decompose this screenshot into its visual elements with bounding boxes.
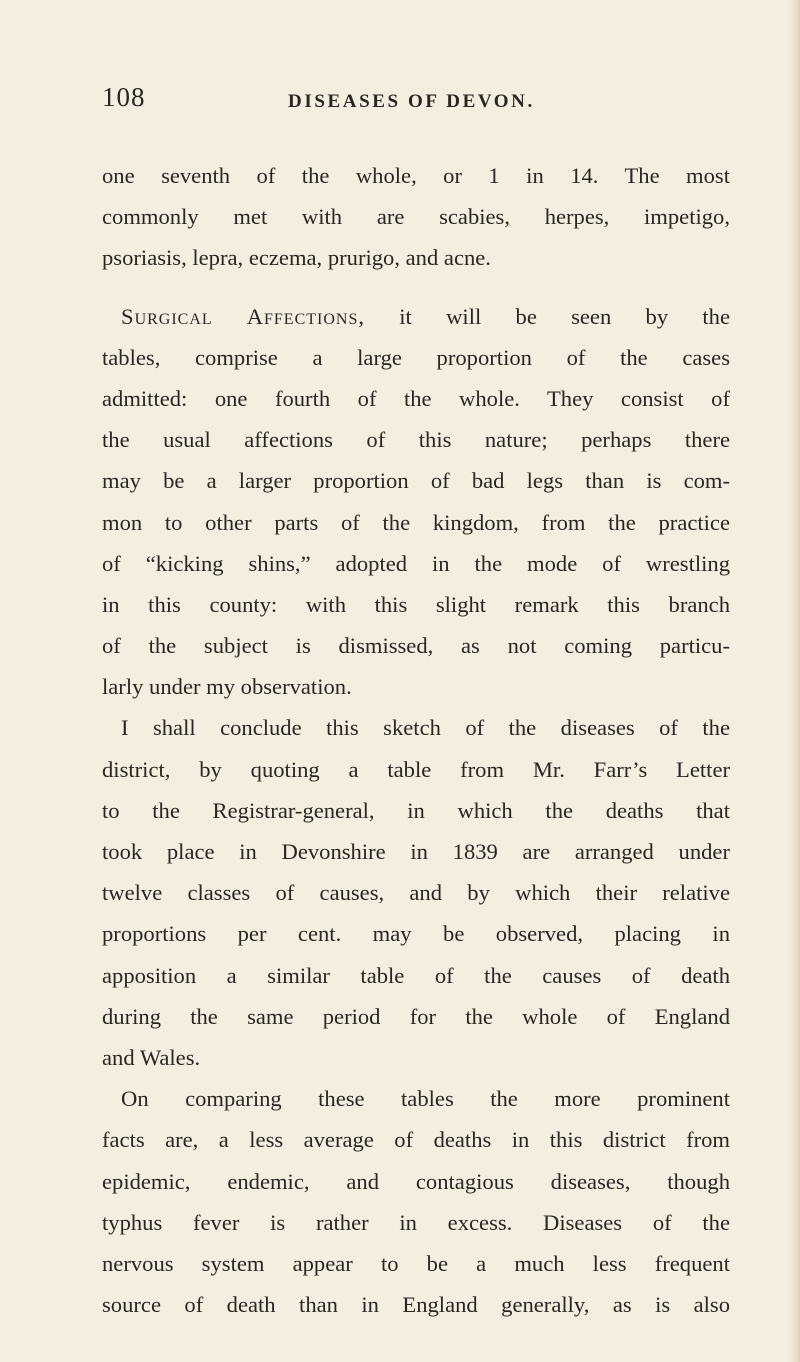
running-head xyxy=(102,82,702,122)
text-line: tables, comprise a large proportion of the cases xyxy=(102,344,730,370)
text-line: commonly met with are scabies, herpes, impetigo, xyxy=(102,204,730,230)
text-line: On comparing these tables the more prominent xyxy=(121,1086,730,1112)
page-number: 108 xyxy=(102,82,146,112)
text-line: nervous system appear to be a much less frequent xyxy=(102,1250,730,1276)
text-line: mon to other parts of the kingdom, from the practice xyxy=(102,509,730,535)
paragraph-1 xyxy=(102,155,730,279)
text-line: I shall conclude this sketch of the diseases of the xyxy=(121,715,730,741)
text-line: took place in Devonshire in 1839 are arranged under xyxy=(102,839,730,864)
text-line: the usual affections of this nature; perhaps there xyxy=(102,427,730,453)
text-line: facts are, a less average of deaths in this district from xyxy=(102,1127,730,1153)
text-line: of “kicking shins,” adopted in the mode of wrestling xyxy=(102,550,730,576)
text-line: district, by quoting a table from Mr. Farr’s Letter xyxy=(102,756,730,782)
text-line: psoriasis, lepra, eczema, prurigo, and acne. xyxy=(102,245,491,271)
paragraph-gap xyxy=(102,279,730,296)
text-line: admitted: one fourth of the whole. They consist of xyxy=(102,385,730,411)
text-line: to the Registrar-general, in which the deaths that xyxy=(102,797,730,823)
section-heading-small-caps: Surgical Affections, xyxy=(121,303,366,329)
text-line: typhus fever is rather in excess. Diseases of the xyxy=(102,1209,730,1235)
text-line: source of death than in England generally, as is also xyxy=(102,1292,730,1318)
paragraph-3 xyxy=(102,707,730,1078)
text-line: twelve classes of causes, and by which their relative xyxy=(102,880,730,906)
text-line: proportions per cent. may be observed, placing in xyxy=(102,921,730,947)
running-head-title: DISEASES OF DEVON. xyxy=(288,91,535,112)
text-line: during the same period for the whole of England xyxy=(102,1003,730,1029)
paragraph-4 xyxy=(102,1078,730,1325)
text-line: larly under my observation. xyxy=(102,674,352,700)
text-line-rest: it will be seen by the xyxy=(365,303,730,329)
text-line: apposition a similar table of the causes of death xyxy=(102,962,730,988)
text-line xyxy=(102,296,730,337)
paragraph-2 xyxy=(102,296,730,708)
text-line: epidemic, endemic, and contagious diseases, though xyxy=(102,1168,730,1194)
text-line: may be a larger proportion of bad legs than is com- xyxy=(102,468,730,494)
body-text xyxy=(102,155,730,1325)
text-line: one seventh of the whole, or 1 in 14. The most xyxy=(102,163,730,188)
text-line: in this county: with this slight remark this branch xyxy=(102,591,730,617)
text-line: and Wales. xyxy=(102,1044,201,1070)
text-line: of the subject is dismissed, as not coming particu- xyxy=(102,633,730,659)
page-edge xyxy=(788,0,800,1362)
